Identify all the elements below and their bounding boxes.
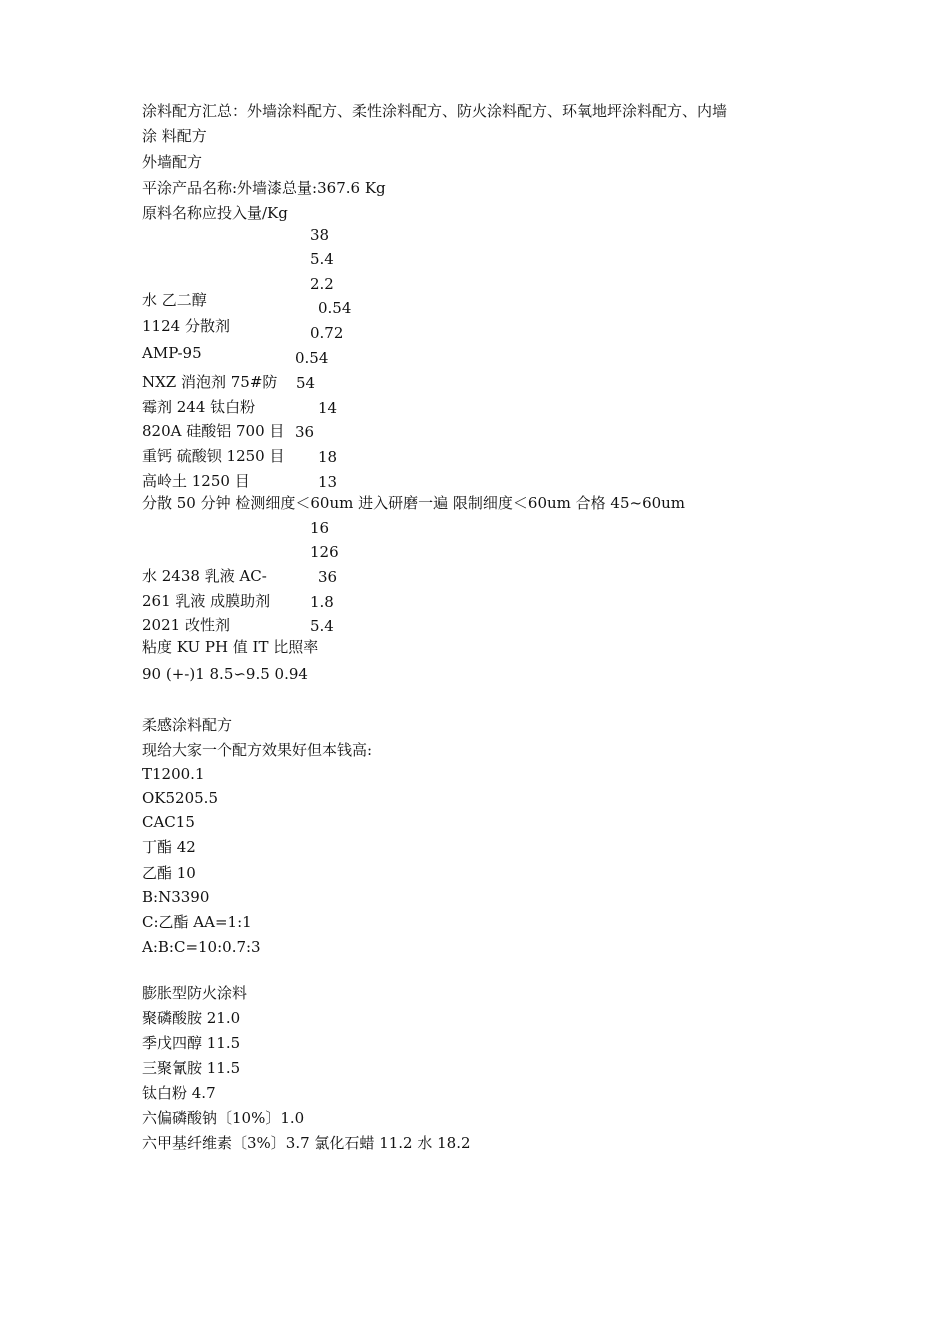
soft-line: A:B:C=10:0.7:3 <box>142 938 261 956</box>
quantity-value: 18 <box>318 448 338 466</box>
material-name: 2021 改性剂 <box>142 616 230 634</box>
fire-line: 钛白粉 4.7 <box>142 1084 216 1102</box>
soft-line: 乙酯 10 <box>142 864 196 882</box>
material-name: NXZ 消泡剂 75#防 <box>142 373 278 391</box>
quantity-value: 5.4 <box>310 250 334 268</box>
doc-title-line1: 涂料配方汇总：外墙涂料配方、柔性涂料配方、防火涂料配方、环氧地坪涂料配方、内墙 <box>142 102 728 120</box>
soft-line: B:N3390 <box>142 888 210 906</box>
quantity-value: 13 <box>318 473 338 491</box>
soft-line: OK5205.5 <box>142 789 218 807</box>
soft-line: 丁酯 42 <box>142 838 196 856</box>
material-name: 1124 分散剂 <box>142 317 230 335</box>
soft-line: T1200.1 <box>142 765 205 783</box>
soft-heading: 柔感涂料配方 <box>142 716 233 734</box>
material-name: 水 乙二醇 <box>142 291 207 309</box>
quantity-value: 0.54 <box>318 299 352 317</box>
material-name: AMP-95 <box>142 344 202 362</box>
spec-values: 90 (+-)1 8.5∽9.5 0.94 <box>142 665 308 683</box>
fire-line: 聚磷酸胺 21.0 <box>142 1009 241 1027</box>
quantity-value: 54 <box>296 374 316 392</box>
fire-line: 六甲基纤维素〔3%〕3.7 氯化石蜡 11.2 水 18.2 <box>142 1134 471 1152</box>
material-name: 水 2438 乳液 AC- <box>142 567 267 585</box>
quantity-value: 14 <box>318 399 338 417</box>
exterior-header-line: 原料名称应投入量/Kg <box>142 204 288 222</box>
quantity-value: 1.8 <box>310 593 334 611</box>
quantity-value: 36 <box>318 568 338 586</box>
soft-line: C:乙酯 AA=1:1 <box>142 913 252 931</box>
material-name: 820A 硅酸铝 700 目 <box>142 422 285 440</box>
soft-line: 现给大家一个配方效果好但本钱高: <box>142 741 373 759</box>
quantity-value: 36 <box>295 423 315 441</box>
quantity-value: 38 <box>310 226 330 244</box>
doc-title-line2: 涂 料配方 <box>142 127 207 145</box>
fire-line: 六偏磷酸钠〔10%〕1.0 <box>142 1109 305 1127</box>
fire-heading: 膨胀型防火涂料 <box>142 984 248 1002</box>
material-name: 261 乳液 成膜助剂 <box>142 592 271 610</box>
fire-line: 季戊四醇 11.5 <box>142 1034 241 1052</box>
soft-line: CAC15 <box>142 813 195 831</box>
quantity-value: 5.4 <box>310 617 334 635</box>
quantity-value: 0.54 <box>295 349 329 367</box>
quantity-value: 2.2 <box>310 275 334 293</box>
fire-line: 三聚氰胺 11.5 <box>142 1059 241 1077</box>
exterior-heading: 外墙配方 <box>142 153 203 171</box>
spec-header: 粘度 KU PH 值 IT 比照率 <box>142 638 319 656</box>
material-name: 高岭土 1250 目 <box>142 472 250 490</box>
quantity-value: 0.72 <box>310 324 344 342</box>
quantity-value: 126 <box>310 543 339 561</box>
exterior-product-line: 平涂产品名称:外墙漆总量:367.6 Kg <box>142 179 386 197</box>
dispersion-note: 分散 50 分钟 检测细度＜60um 进入研磨一遍 限制细度＜60um 合格 45~60um <box>142 494 686 512</box>
quantity-value: 16 <box>310 519 330 537</box>
material-name: 霉剂 244 钛白粉 <box>142 398 256 416</box>
material-name: 重钙 硫酸钡 1250 目 <box>142 447 285 465</box>
